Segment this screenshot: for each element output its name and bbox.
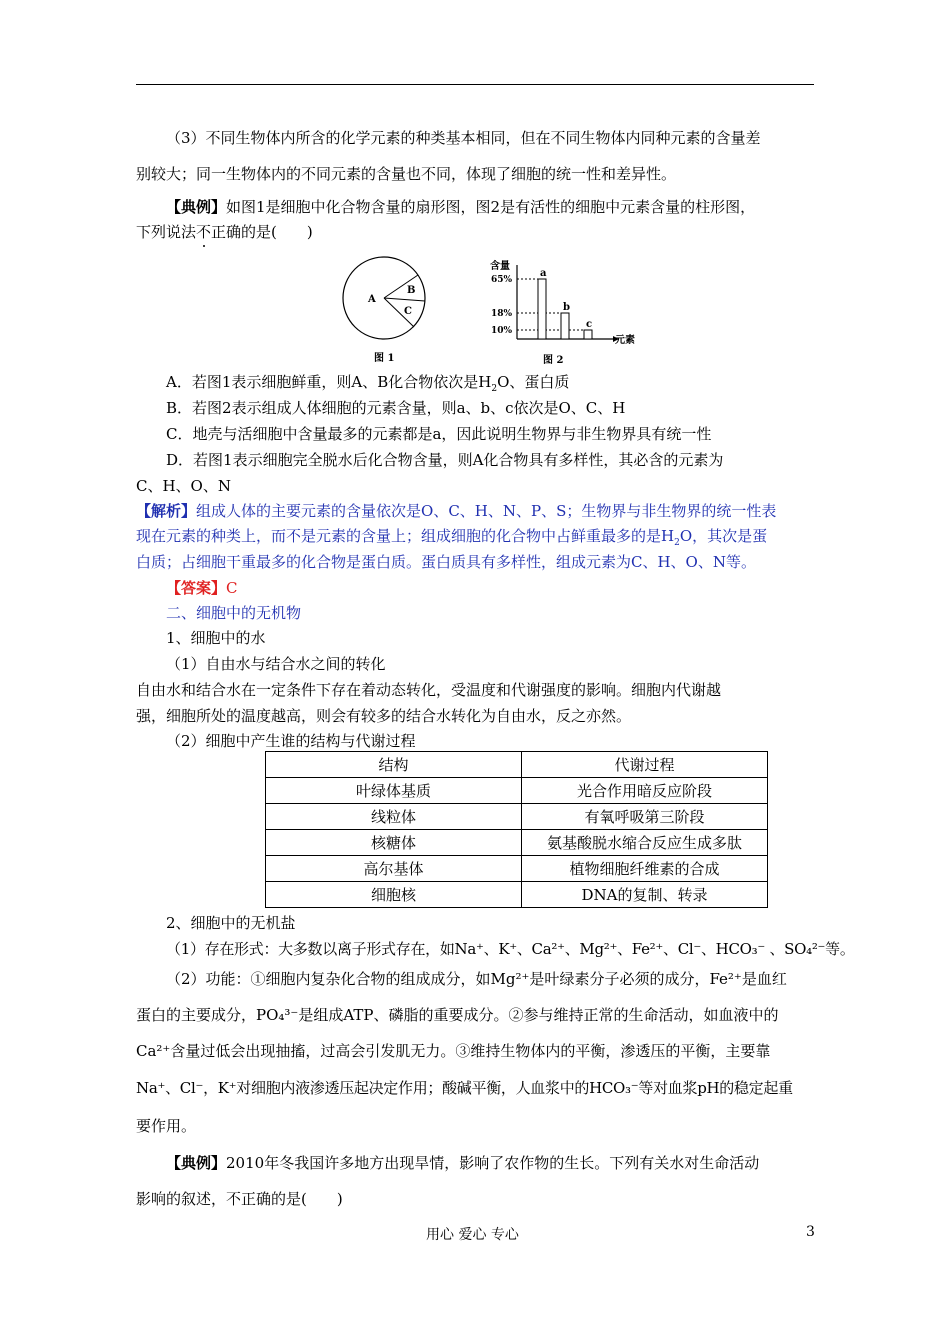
answer-line: [136, 578, 846, 598]
example-question: 如图1是细胞中化合物含量的扇形图，图2是有活性的细胞中元素含量的柱形图，: [226, 198, 756, 216]
paragraph-line: Na⁺、Cl⁻，K⁺对细胞内液渗透压起决定作用；酸碱平衡，人血浆中的HCO₃⁻等对血浆pH的稳定起重: [136, 1079, 793, 1097]
table-header: 结构: [266, 752, 522, 778]
example-question-line: [136, 197, 846, 217]
paragraph-line: （3）不同生物体内所含的化学元素的种类基本相同，但在不同生物体内同种元素的含量差: [166, 129, 761, 147]
bar-b: [561, 313, 569, 339]
y-axis-label: 含量: [490, 261, 510, 272]
paragraph-line: 自由水和结合水在一定条件下存在着动态转化，受温度和代谢强度的影响。细胞内代谢越: [136, 681, 722, 699]
option-text: O、蛋白质: [497, 373, 570, 391]
table-cell: 氨基酸脱水缩合反应生成多肽: [522, 830, 768, 856]
structure-metabolism-table: [265, 751, 768, 908]
analysis-tag: 【解析】: [136, 502, 197, 520]
table-cell: 线粒体: [266, 804, 522, 830]
example-tag: 【典例】: [166, 198, 227, 216]
table-cell: 核糖体: [266, 830, 522, 856]
x-axis-label: 元素: [615, 335, 635, 346]
emphasis-mark: 不: [196, 223, 212, 241]
subsection-item: （1）自由水与结合水之间的转化: [166, 655, 386, 673]
table-cell: 植物细胞纤维素的合成: [522, 856, 768, 882]
analysis-line: [136, 501, 816, 521]
paragraph-line: （2）功能：①细胞内复杂化合物的组成成分，如Mg²⁺是叶绿素分子必须的成分，Fe²⁺是血红: [166, 970, 787, 988]
example-question-line: [136, 1153, 846, 1173]
paragraph-line: Ca²⁺含量过低会出现抽搐，过高会引发肌无力。③维持生物体内的平衡，渗透压的平衡，主要靠: [136, 1042, 771, 1060]
bar-label-b: b: [563, 302, 570, 313]
table-header: 代谢过程: [522, 752, 768, 778]
example-question: 2010年冬我国许多地方出现旱情，影响了农作物的生长。下列有关水对生命活动: [226, 1154, 760, 1172]
table-cell: DNA的复制、转录: [522, 882, 768, 908]
pie-label-c: C: [404, 306, 412, 317]
subsection-item: （2）细胞中产生谁的结构与代谢过程: [166, 732, 416, 750]
bar-label-c: c: [586, 319, 593, 330]
option-d-continued: C、H、O、N: [136, 477, 231, 495]
table-cell: 细胞核: [266, 882, 522, 908]
analysis-text: O，其次是蛋: [679, 527, 768, 545]
bar-a: [538, 279, 546, 339]
footer-slogan: 用心 爱心 专心: [426, 1227, 519, 1243]
table-cell: 光合作用暗反应阶段: [522, 778, 768, 804]
table-row: [266, 856, 768, 882]
page-number: 3: [806, 1224, 815, 1240]
pie-label-b: B: [407, 285, 416, 296]
table-cell: 高尔基体: [266, 856, 522, 882]
tick-label-65: 65%: [491, 275, 513, 285]
table-row: [266, 830, 768, 856]
table-row: [266, 882, 768, 908]
figure-2-bar-chart: [478, 255, 648, 367]
figure-1-pie-chart: [338, 255, 433, 365]
subsection-heading: 1、细胞中的水: [166, 629, 266, 647]
tick-label-18: 18%: [491, 309, 513, 319]
question-text: 下列说法: [136, 223, 197, 241]
paragraph-line: 别较大；同一生物体内的不同元素的含量也不同，体现了细胞的统一性和差异性。: [136, 165, 677, 183]
tick-label-10: 10%: [491, 326, 513, 336]
bar-c: [584, 330, 592, 339]
paragraph-line: 蛋白的主要成分，PO₄³⁻是组成ATP、磷脂的重要成分。②参与维持正常的生命活动，如血液中的: [136, 1006, 779, 1024]
paragraph-line: 要作用。: [136, 1117, 197, 1135]
option-a: A．若图1表示细胞鲜重，则A、B化合物依次是$H_2O$、蛋白质: [166, 373, 570, 394]
option-b: B．若图2表示组成人体细胞的元素含量，则a、b、c依次是O、C、H: [166, 399, 626, 417]
option-d: D．若图1表示细胞完全脱水后化合物含量，则A化合物具有多样性，其必含的元素为: [166, 451, 724, 469]
option-c: C．地壳与活细胞中含量最多的元素都是a，因此说明生物界与非生物界具有统一性: [166, 425, 712, 443]
analysis-line: 白质；占细胞干重最多的化合物是蛋白质。蛋白质具有多样性，组成元素为C、H、O、N等。: [136, 553, 756, 571]
example-question-line: 影响的叙述，不正确的是( ): [136, 1190, 343, 1208]
subsection-item: （1）存在形式：大多数以离子形式存在，如Na⁺、K⁺、Ca²⁺、Mg²⁺、Fe²⁺、Cl⁻、HCO₃⁻ 、SO₄²⁻等。: [166, 940, 855, 958]
table-row: [266, 778, 768, 804]
table-row: [266, 804, 768, 830]
option-text: A．若图1表示细胞鲜重，则A、B化合物依次是H: [166, 373, 492, 391]
question-text: 正确的是( ): [211, 223, 313, 241]
table-cell: 叶绿体基质: [266, 778, 522, 804]
table-header-row: [266, 752, 768, 778]
example-question-line: [136, 222, 816, 242]
answer-tag: 【答案】: [166, 579, 227, 597]
subsection-heading: 2、细胞中的无机盐: [166, 914, 296, 932]
bar-label-a: a: [540, 268, 547, 279]
header-rule: [136, 84, 814, 85]
analysis-line: 现在元素的种类上，而不是元素的含量上；组成细胞的化合物中占鲜重最多的是$H_2O$，其次是蛋: [136, 527, 768, 548]
analysis-text: 组成人体的主要元素的含量依次是O、C、H、N、P、S；生物界与非生物界的统一性表: [196, 502, 777, 520]
table-cell: 有氧呼吸第三阶段: [522, 804, 768, 830]
paragraph-line: 强，细胞所处的温度越高，则会有较多的结合水转化为自由水，反之亦然。: [136, 707, 632, 725]
analysis-text: 现在元素的种类上，而不是元素的含量上；组成细胞的化合物中占鲜重最多的是H: [136, 527, 675, 545]
pie-label-a: A: [368, 294, 376, 305]
section-heading: 二、细胞中的无机物: [166, 604, 302, 622]
example-tag: 【典例】: [166, 1154, 227, 1172]
figure-1-caption: 图 1: [374, 353, 395, 364]
answer-value: C: [226, 579, 238, 597]
figure-2-caption: 图 2: [543, 355, 564, 366]
